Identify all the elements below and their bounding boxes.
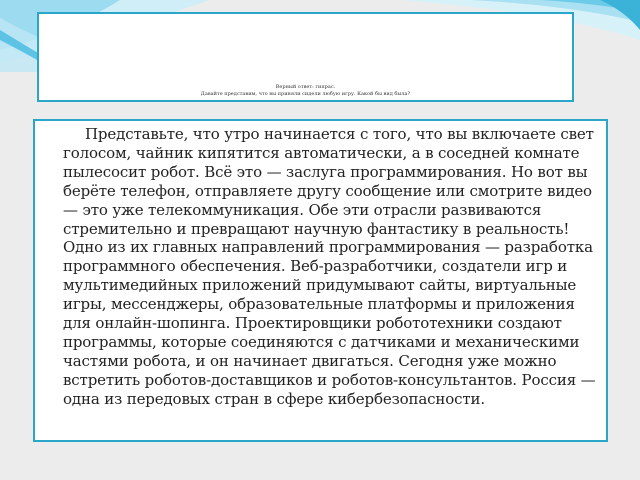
- slide-title-line-2: Давайте представим, что вы приняли сидели любую игру. Какой бы вид была?: [200, 90, 411, 97]
- slide-body-text: Представьте, что утро начинается с того, что вы включаете свет голосом, чайник кипятится автоматически, а в соседней комнате пылесосит робот. Всё это — заслуга программирования. Но вот вы берёте телефон, отправляете другу сообщение или смотрите видео — это уже телекоммуникация. Обе эти отрасли развиваются стремительно и превращают научную фантастику в реальность! Одно из их главных направлений программирования — разработка программного обеспечения. Веб-разработчики, создатели игр и мультимедийных приложений придумывают сайты, виртуальные игры, мессенджеры, образовательные платформы и приложения для онлайн-шопинга. Проектировщики робототехники создают программы, которые соединяются с датчиками и механическими частями робота, и он начинает двигаться. Сегодня уже можно встретить роботов-доставщиков и роботов-консультантов. Россия — одна из передовых стран в сфере кибербезопасности.: [63, 125, 596, 408]
- slide-body-paragraph: [63, 125, 600, 409]
- slide-title: [39, 84, 572, 97]
- slide-title-box: [37, 12, 574, 102]
- slide-content-box: [33, 119, 608, 442]
- slide-title-line-1: Верный ответ: гипрас.: [275, 84, 336, 90]
